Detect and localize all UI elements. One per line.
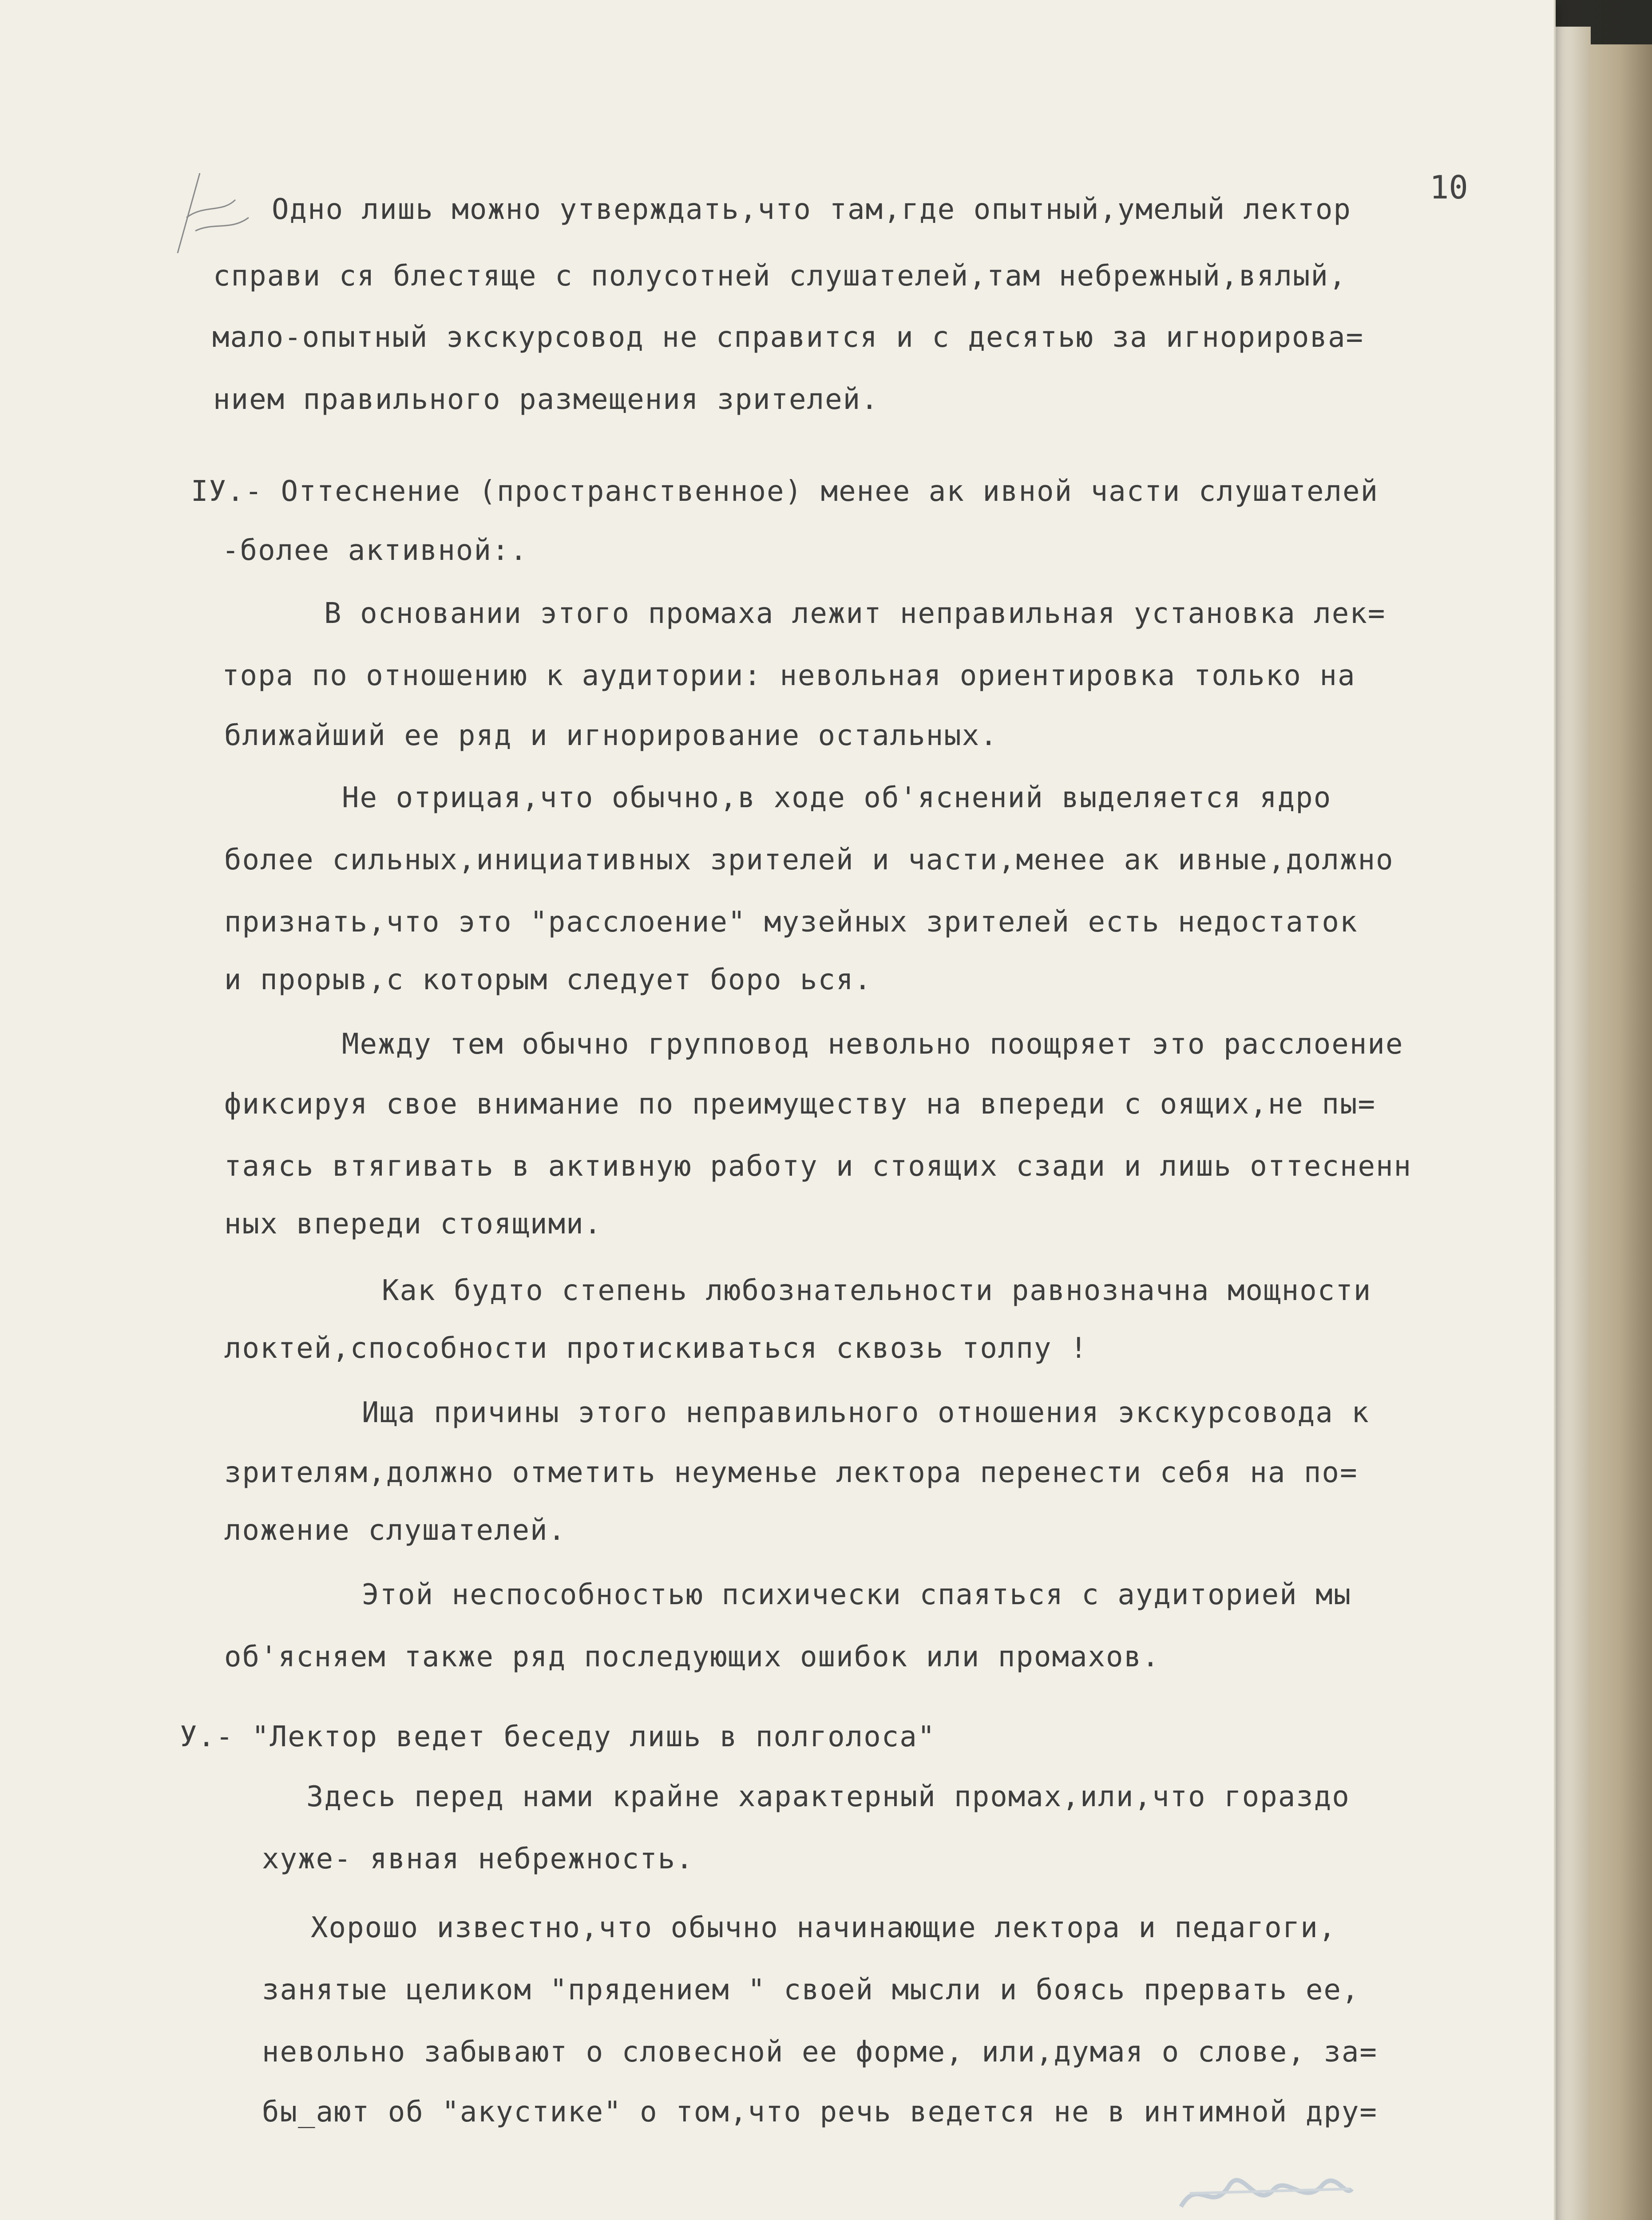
text-line: более сильных,инициативных зрителей и части,менее ак ивные,должно [224,844,1394,876]
text-line: фиксируя свое внимание по преимуществу на впереди с оящих,не пы= [224,1088,1376,1121]
text-line: Здесь перед нами крайне характерный промах,или,что гораздо [306,1780,1350,1813]
text-line: Ища причины этого неправильного отношения экскурсовода к [362,1396,1370,1429]
text-line: невольно забывают о словесной ее форме, или,думая о слове, за= [262,2036,1378,2069]
text-line: тора по отношению к аудитории: невольная ориентировка только на [222,659,1356,692]
text-line: зрителям,должно отметить неуменье лектора перенести себя на по= [224,1456,1358,1489]
text-line: ближайший ее ряд и игнорирование остальных. [224,719,998,752]
archive-stamp [1172,2158,1359,2220]
text-line: Хорошо известно,что обычно начинающие лектора и педагоги, [311,1911,1337,1944]
text-line: Между тем обычно групповод невольно поощряет это расслоение [342,1028,1404,1061]
text-line: бы_ают об "акустике" о том,что речь ведется не в интимной дру= [262,2096,1378,2129]
text-line: ных впереди стоящими. [224,1208,602,1241]
page-number: 10 [1430,169,1468,206]
text-line: нием правильного размещения зрителей. [213,383,879,416]
text-line: IУ.- Оттеснение (пространственное) менее ак ивной части слушателей [191,475,1379,508]
text-line: локтей,способности протискиваться сквозь толпу ! [224,1332,1088,1365]
text-line: таясь втягивать в активную работу и стоящих сзади и лишь оттесненн [224,1150,1412,1183]
text-line: занятые целиком "прядением " своей мысли и боясь прервать ее, [262,1974,1360,2006]
text-line: признать,что это "расслоение" музейных зрителей есть недостаток [224,906,1358,939]
text-line: об'ясняем также ряд последующих ошибок или промахов. [224,1641,1160,1673]
text-line: хуже- явная небрежность. [262,1843,694,1875]
text-line: Не отрицая,что обычно,в ходе об'яснений выделяется ядро [342,781,1332,814]
text-line: мало-опытный экскурсовод не справится и с десятью за игнорирова= [212,321,1364,354]
pencil-mark [169,164,258,262]
text-line: и прорыв,с которым следует боро ься. [224,963,872,996]
text-line: Одно лишь можно утверждать,что там,где опытный,умелый лектор [272,193,1351,226]
text-line: -более активной:. [222,534,528,567]
text-line: В основании этого промаха лежит неправильная установка лек= [324,597,1386,630]
text-line: Этой неспособностью психически спаяться с аудиторией мы [362,1578,1352,1611]
text-line: Как будто степень любознательности равнозначна мощности [382,1274,1372,1307]
text-line: У.- "Лектор ведет беседу лишь в полголоса" [180,1720,936,1753]
text-line: справи ся блестяще с полусотней слушателей,там небрежный,вялый, [213,260,1347,293]
text-line: ложение слушателей. [224,1514,567,1547]
